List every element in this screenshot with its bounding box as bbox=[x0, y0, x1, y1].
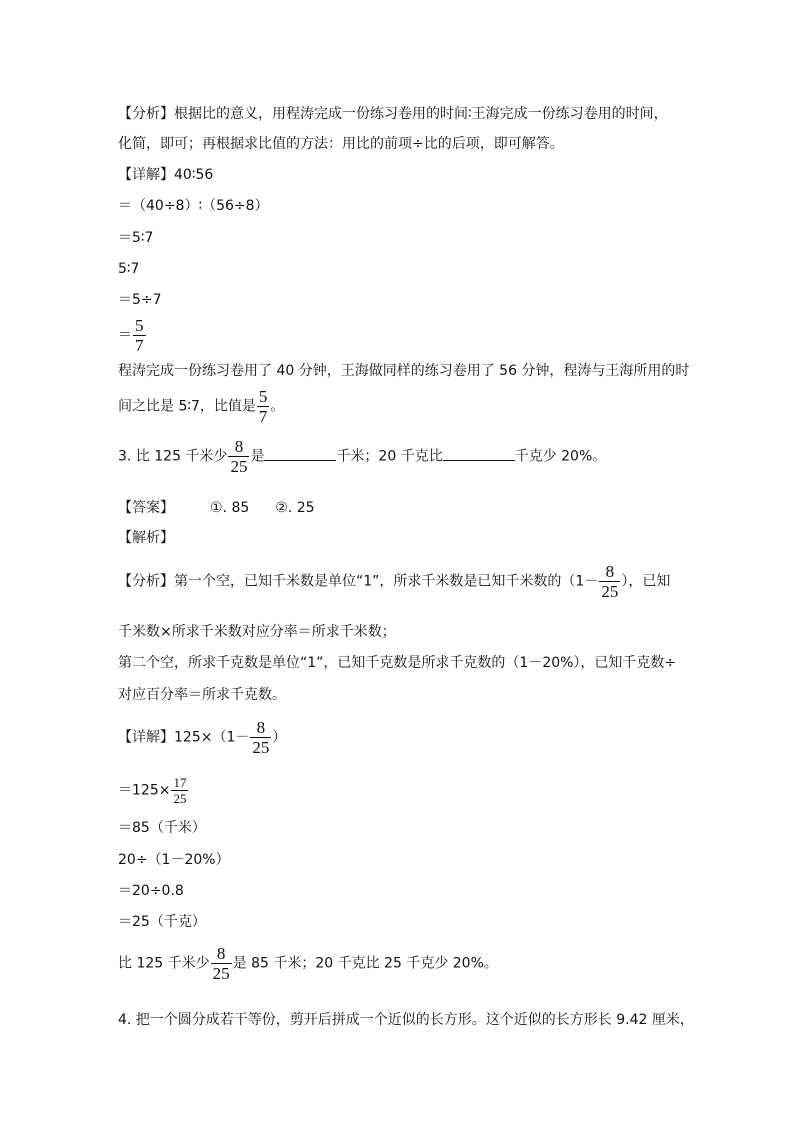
detail2-line2-prefix: ＝125× bbox=[118, 782, 171, 799]
detail2-line2 bbox=[118, 775, 189, 806]
answer-1: ①. 85 bbox=[210, 500, 250, 516]
answer-blank-2[interactable] bbox=[443, 446, 515, 461]
detail2-line5: ＝20÷0.8 bbox=[118, 883, 184, 899]
fraction-5-7 bbox=[133, 316, 146, 355]
analysis2-line1 bbox=[118, 562, 670, 601]
detail1-conclusion-line1: 程涛完成一份练习卷用了 40 分钟，王海做同样的练习卷用了 56 分钟，程涛与王海所用的时 bbox=[118, 363, 690, 379]
fraction-numerator: 8 bbox=[234, 437, 244, 456]
detail2-line1 bbox=[118, 718, 286, 757]
fraction-numerator: 8 bbox=[605, 562, 615, 581]
fraction-numerator: 5 bbox=[258, 387, 268, 406]
detail1-line1: 【详解】40∶56 bbox=[118, 167, 214, 183]
analysis2-line4: 对应百分率＝所求千克数。 bbox=[118, 687, 286, 703]
fraction-numerator: 5 bbox=[135, 316, 144, 335]
detail1-conclusion-line2 bbox=[118, 387, 284, 426]
question-3 bbox=[118, 437, 606, 476]
detail2-line1-suffix: ） bbox=[272, 729, 287, 746]
detail2-line3: ＝85（千米） bbox=[118, 820, 206, 836]
detail1-line2: ＝（40÷8）∶（56÷8） bbox=[118, 198, 269, 214]
detail1-line4: 5∶7 bbox=[118, 261, 140, 277]
fraction-numerator: 8 bbox=[256, 718, 266, 737]
fraction-8-25 bbox=[228, 437, 249, 476]
fraction-8-25 bbox=[599, 562, 620, 601]
q3-prefix: 3. 比 125 千米少 bbox=[118, 448, 228, 465]
analysis2-line3: 第二个空，所求千克数是单位“1”，已知千克数是所求千克数的（1－20%），已知千克数÷ bbox=[118, 655, 677, 671]
analysis1-line2: 化简，即可；再根据求比值的方法：用比的前项÷比的后项，即可解答。 bbox=[118, 136, 564, 152]
jiexi-label: 【解析】 bbox=[118, 530, 174, 546]
fraction-denominator: 7 bbox=[258, 407, 268, 426]
conclusion-suffix: 是 85 千米；20 千克比 25 千克少 20%。 bbox=[232, 955, 498, 972]
fraction-denominator: 25 bbox=[601, 582, 619, 601]
analysis2-line1-suffix: ），已知 bbox=[621, 573, 671, 590]
detail1-line5: ＝5÷7 bbox=[118, 292, 162, 308]
equals-sign: ＝ bbox=[118, 327, 132, 344]
q3-mid1: 是 bbox=[250, 448, 265, 465]
detail2-conclusion bbox=[118, 944, 498, 983]
fraction-denominator: 25 bbox=[230, 457, 248, 476]
fraction-denominator: 25 bbox=[212, 964, 230, 983]
conclusion-prefix: 比 125 千米少 bbox=[118, 955, 210, 972]
fraction-denominator: 25 bbox=[173, 791, 187, 806]
detail2-line1-prefix: 【详解】125×（1－ bbox=[118, 729, 250, 746]
answer-line bbox=[118, 498, 315, 518]
answer-label: 【答案】 bbox=[118, 500, 174, 516]
analysis1-line1: 【分析】根据比的意义，用程涛完成一份练习卷用的时间∶王海完成一份练习卷用的时间， bbox=[118, 106, 668, 122]
fraction-5-7 bbox=[257, 387, 270, 426]
question-4: 4. 把一个圆分成若干等份，剪开后拼成一个近似的长方形。这个近似的长方形长 9.42 厘米， bbox=[118, 1012, 694, 1028]
fraction-8-25 bbox=[250, 718, 271, 757]
detail2-line6: ＝25（千克） bbox=[118, 914, 206, 930]
answer-2: ②. 25 bbox=[275, 500, 315, 516]
analysis2-line1-prefix: 【分析】第一个空，已知千米数是单位“1”，所求千米数是已知千米数的（1－ bbox=[118, 573, 599, 590]
fraction-17-25 bbox=[171, 775, 188, 806]
q3-suffix: 千克少 20%。 bbox=[514, 448, 607, 465]
detail1-line3: ＝5∶7 bbox=[118, 230, 154, 246]
answer-blank-1[interactable] bbox=[264, 446, 336, 461]
period: 。 bbox=[270, 398, 285, 415]
fraction-denominator: 7 bbox=[135, 336, 144, 355]
fraction-numerator: 17 bbox=[173, 775, 187, 790]
detail1-line6 bbox=[118, 316, 147, 355]
conclusion-text: 间之比是 5∶7，比值是 bbox=[118, 398, 256, 415]
fraction-numerator: 8 bbox=[216, 944, 226, 963]
fraction-8-25 bbox=[211, 944, 232, 983]
fraction-denominator: 25 bbox=[252, 738, 270, 757]
detail2-line4: 20÷（1－20%） bbox=[118, 852, 230, 868]
q3-mid2: 千米；20 千克比 bbox=[336, 448, 443, 465]
analysis2-line2: 千米数×所求千米数对应分率＝所求千米数； bbox=[118, 624, 396, 640]
